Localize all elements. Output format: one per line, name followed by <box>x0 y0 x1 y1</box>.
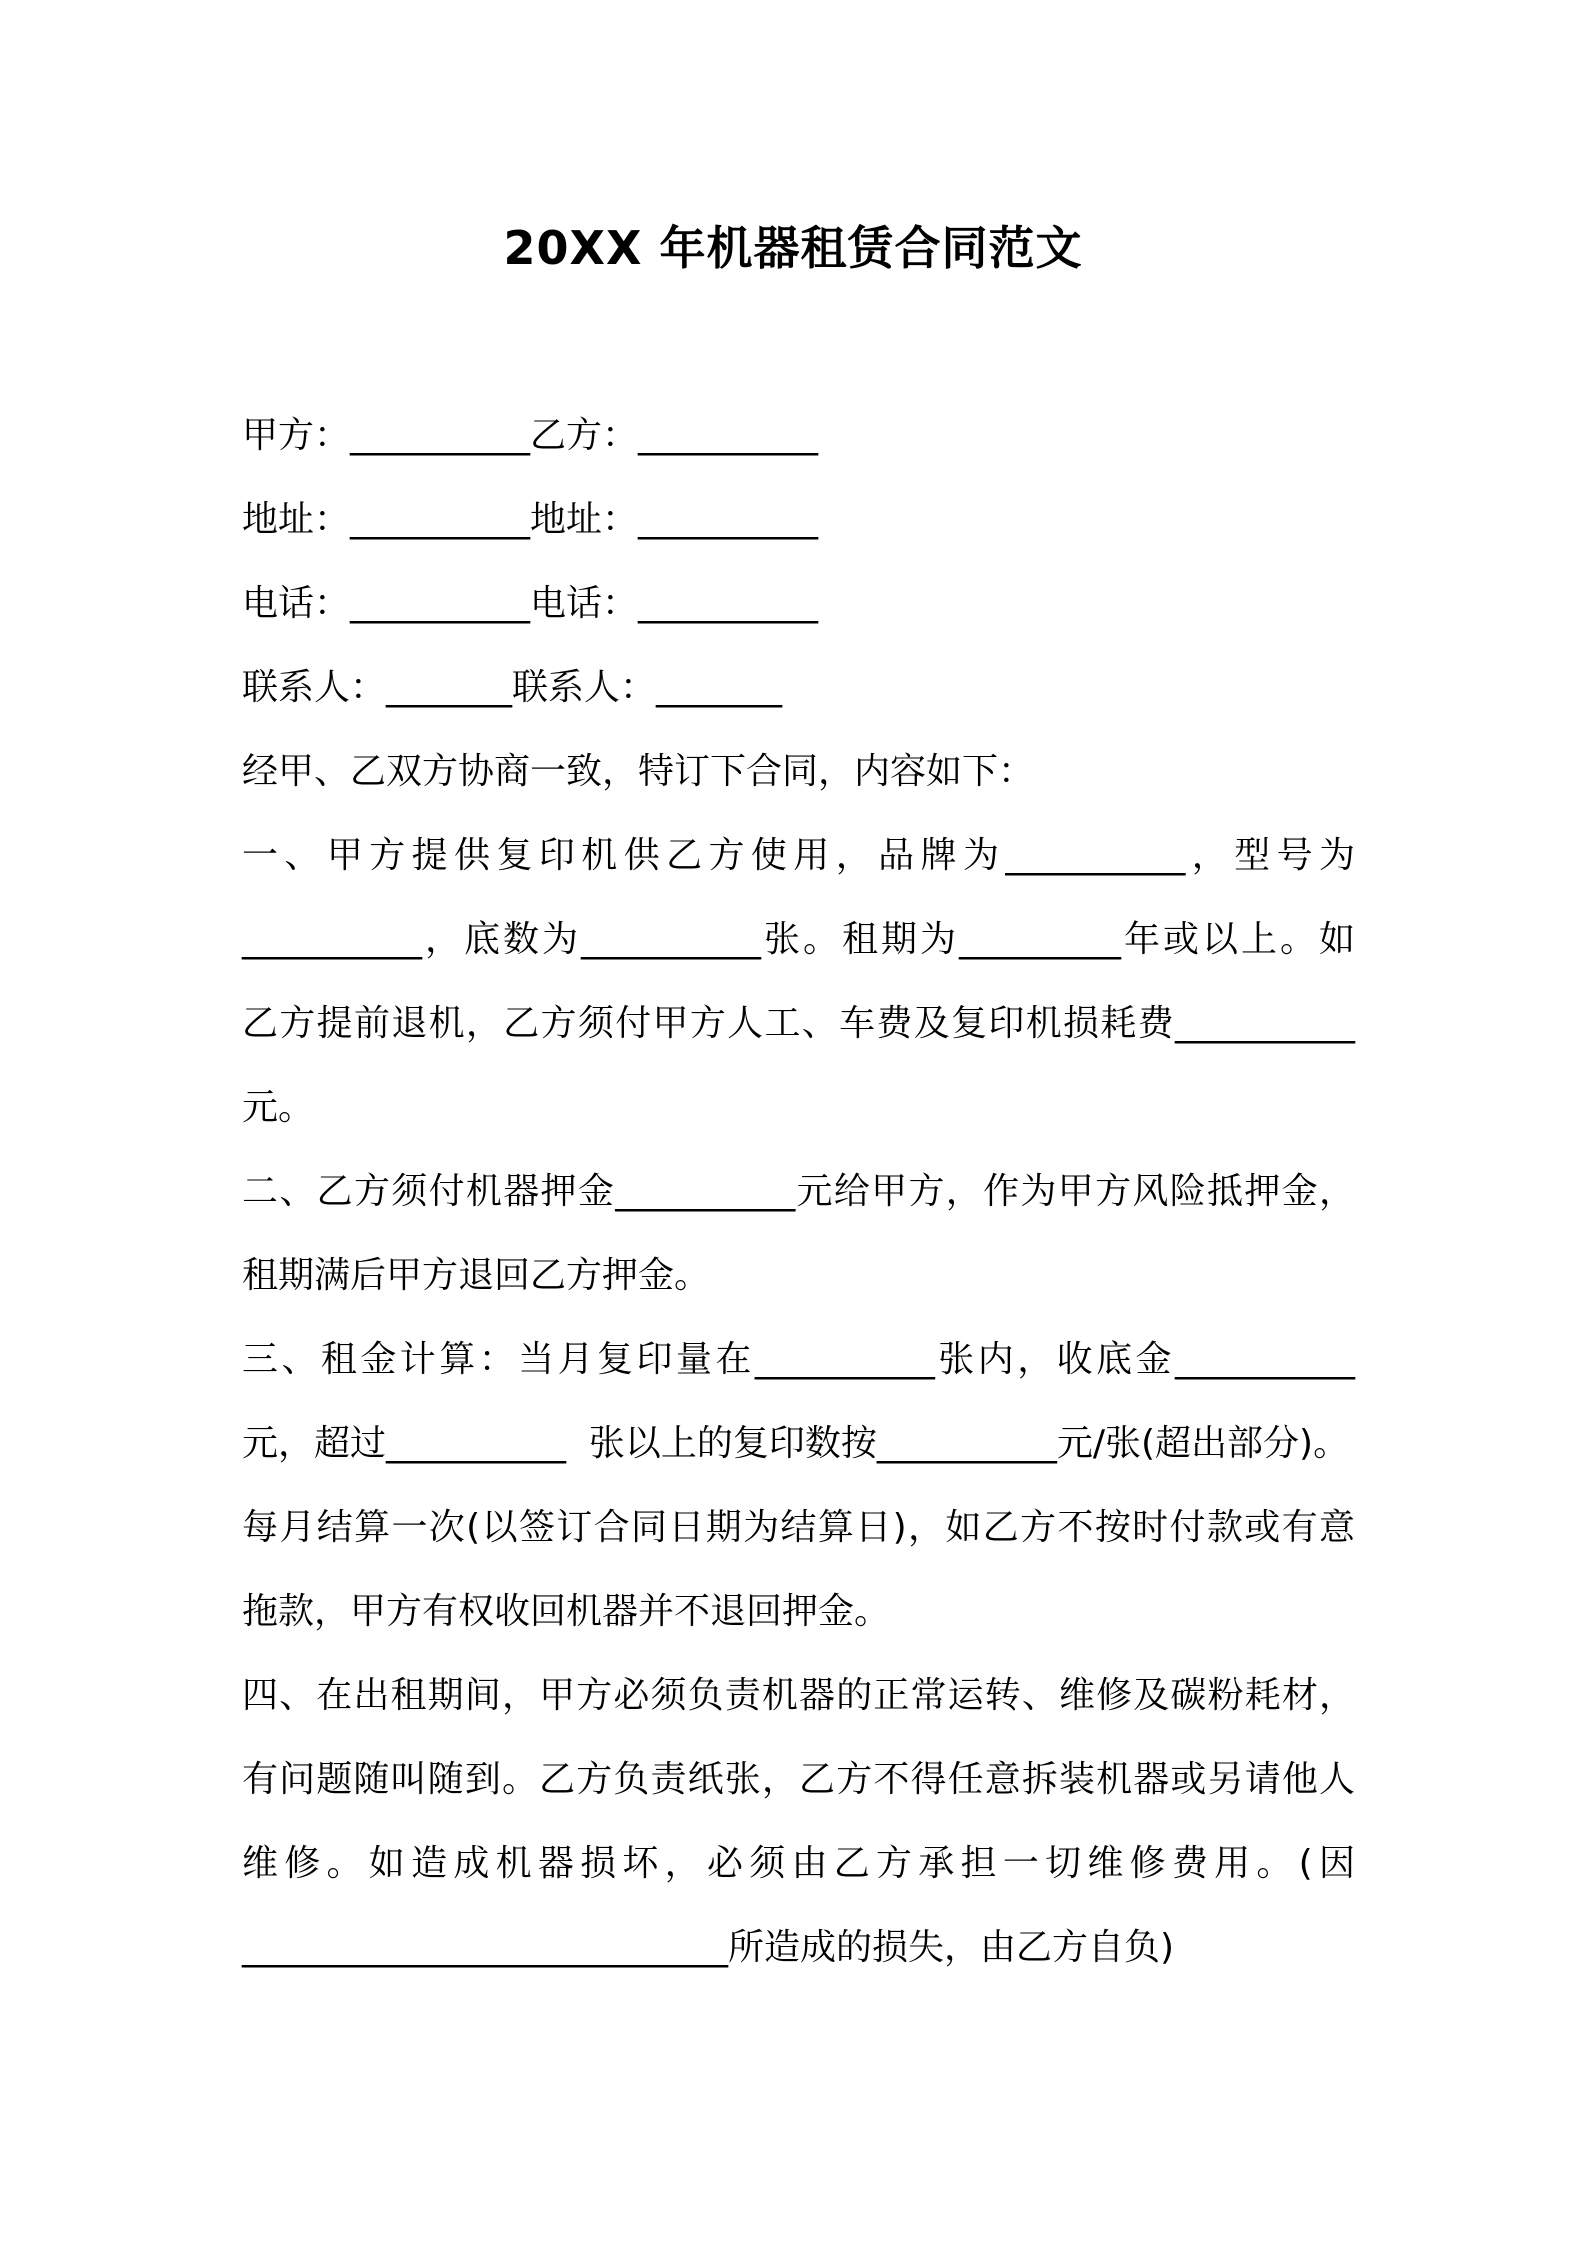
clause-3-line-3: 每月结算一次(以签订合同日期为结算日)，如乙方不按时付款或有意 <box>242 1507 1355 1548</box>
party-address-line: 地址：__________地址：__________ <box>242 499 819 540</box>
intro-line: 经甲、乙双方协商一致，特订下合同，内容如下： <box>242 751 1035 792</box>
clause-4-line-3: 维修。如造成机器损坏，必须由乙方承担一切维修费用。(因 <box>242 1843 1355 1884</box>
clause-4-line-2: 有问题随叫随到。乙方负责纸张，乙方不得任意拆装机器或另请他人 <box>242 1759 1355 1800</box>
document-title: 20XX 年机器租赁合同范文 <box>503 221 1083 275</box>
clause-1-line-3: 乙方提前退机，乙方须付甲方人工、车费及复印机损耗费__________ <box>242 1003 1355 1044</box>
clause-4-line-4: ___________________________所造成的损失，由乙方自负) <box>242 1927 1175 1968</box>
clause-3-line-1: 三、租金计算：当月复印量在__________张内，收底金__________ <box>242 1339 1355 1380</box>
clause-4-line-1: 四、在出租期间，甲方必须负责机器的正常运转、维修及碳粉耗材， <box>242 1675 1355 1716</box>
party-name-line: 甲方：__________乙方：__________ <box>242 415 819 456</box>
clause-2-line-2: 租期满后甲方退回乙方押金。 <box>242 1255 711 1296</box>
clause-3-line-2: 元，超过__________ 张以上的复印数按__________元/张(超出部分)。 <box>242 1423 1350 1464</box>
clause-1-line-4: 元。 <box>242 1087 315 1128</box>
party-phone-line: 电话：__________电话：__________ <box>242 583 819 624</box>
clause-1-line-2: __________，底数为__________张。租期为_________年或以上。如 <box>242 919 1355 960</box>
clause-2-line-1: 二、乙方须付机器押金__________元给甲方，作为甲方风险抵押金， <box>242 1171 1355 1212</box>
clause-1-line-1: 一、甲方提供复印机供乙方使用，品牌为__________，型号为 <box>242 835 1355 876</box>
clause-3-line-4: 拖款，甲方有权收回机器并不退回押金。 <box>242 1591 891 1632</box>
party-contact-line: 联系人：_______联系人：_______ <box>242 667 783 708</box>
